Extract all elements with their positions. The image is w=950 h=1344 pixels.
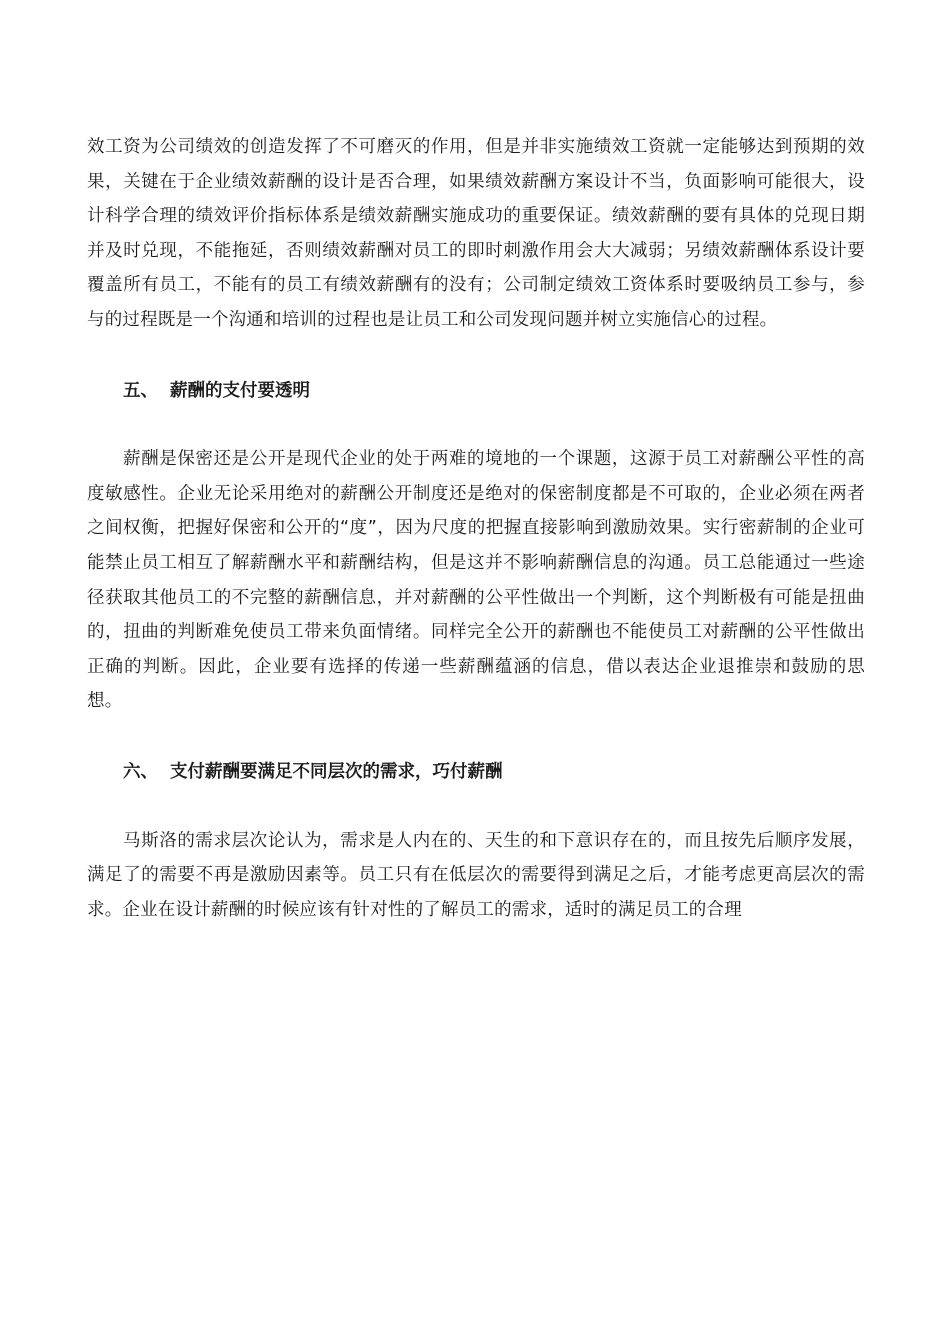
section-heading-6 (87, 755, 865, 790)
section-title: 薪酬的支付要透明 (170, 380, 310, 401)
section-heading-5 (87, 374, 865, 409)
paragraph-needs-hierarchy: 马斯洛的需求层次论认为，需求是人内在的、天生的和下意识存在的，而且按先后顺序发展，满足了的需要不再是激励因素等。员工只有在低层次的需要得到满足之后，才能考虑更高层次的需求。企业在设计薪酬的时候应该有针对性的了解员工的需求，适时的满足员工的合理 (87, 830, 865, 920)
document-page (87, 130, 865, 927)
section-number: 六、 (123, 761, 158, 782)
paragraph-performance-pay: 效工资为公司绩效的创造发挥了不可磨灭的作用，但是并非实施绩效工资就一定能够达到预期的效果，关键在于企业绩效薪酬的设计是否合理，如果绩效薪酬方案设计不当，负面影响可能很大，设计科学合理的绩效评价指标体系是绩效薪酬实施成功的重要保证。绩效薪酬的要有具体的兑现日期并及时兑现，不能拖延，否则绩效薪酬对员工的即时刺激作用会大大减弱；另绩效薪酬体系设计要覆盖所有员工，不能有的员工有绩效薪酬有的没有；公司制定绩效工资体系时要吸纳员工参与，参与的过程既是一个沟通和培训的过程也是让员工和公司发现问题并树立实施信心的过程。 (87, 137, 865, 330)
paragraph-pay-transparency: 薪酬是保密还是公开是现代企业的处于两难的境地的一个课题，这源于员工对薪酬公平性的高度敏感性。企业无论采用绝对的薪酬公开制度还是绝对的保密制度都是不可取的，企业必须在两者之间权衡，把握好保密和公开的“度”，因为尺度的把握直接影响到激励效果。实行密薪制的企业可能禁止员工相互了解薪酬水平和薪酬结构，但是这并不影响薪酬信息的沟通。员工总能通过一些途径获取其他员工的不完整的薪酬信息，并对薪酬的公平性做出一个判断，这个判断极有可能是扭曲的，扭曲的判断难免使员工带来负面情绪。同样完全公开的薪酬也不能使员工对薪酬的公平性做出正确的判断。因此，企业要有选择的传递一些薪酬蕴涵的信息，借以表达企业退推崇和鼓励的思想。 (87, 449, 865, 712)
section-title: 支付薪酬要满足不同层次的需求，巧付薪酬 (170, 761, 503, 782)
section-number: 五、 (123, 380, 158, 401)
